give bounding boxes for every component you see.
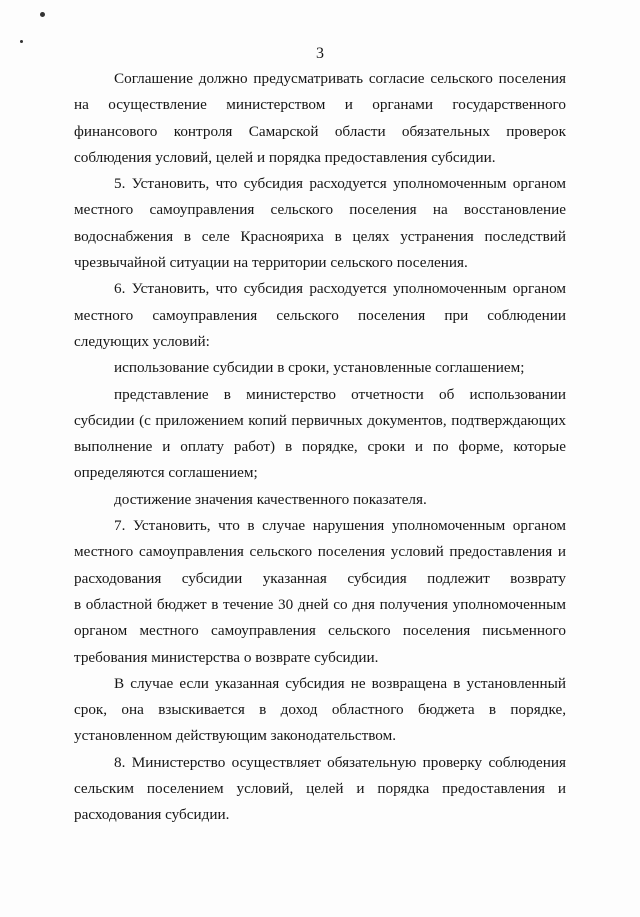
text-line: определяются соглашением; (74, 464, 258, 482)
text-line: установленном действующим законодательством. (74, 727, 397, 745)
page-number: 3 (316, 45, 324, 62)
text-line: 7. Установить, что в случае нарушения уполномоченным органом (114, 517, 566, 535)
text-line: выполнение и оплату работ) в порядке, сроки и по форме, которые (74, 438, 566, 456)
text-line: сельским поселением условий, целей и порядка предоставления и (74, 780, 566, 798)
text-line: на осуществление министерством и органами государственного (74, 96, 566, 114)
text-line: органом местного самоуправления сельского поселения письменного (74, 622, 566, 640)
paragraph-recovery (74, 671, 566, 750)
text-line: в областной бюджет в течение 30 дней со дня получения уполномоченным (74, 595, 566, 613)
text-line: финансового контроля Самарской области обязательных проверок (74, 122, 566, 140)
scan-artifacts (40, 0, 420, 8)
text-line: чрезвычайной ситуации на территории сельского поселения. (74, 254, 468, 272)
text-line: субсидии (с приложением копий первичных документов, подтверждающих (74, 411, 566, 429)
paragraph-item-8 (74, 750, 566, 829)
paragraph-item-7 (74, 513, 566, 671)
text-line: представление в министерство отчетности об использовании (114, 385, 566, 403)
text-line: местного самоуправления сельского поселения на восстановление (74, 201, 566, 219)
paragraph-item-5 (74, 171, 566, 276)
text-line: 5. Установить, что субсидия расходуется уполномоченным органом (114, 175, 566, 193)
text-line: местного самоуправления сельского поселения условий предоставления и (74, 543, 566, 561)
paragraph-agreement-consent (74, 66, 566, 171)
text-line: Соглашение должно предусматривать согласие сельского поселения (114, 70, 566, 87)
text-line: требования министерства о возврате субсидии. (74, 648, 379, 666)
text-line: расходования субсидии. (74, 806, 230, 824)
paragraph-condition-indicator (74, 487, 566, 513)
text-line: соблюдения условий, целей и порядка предоставления субсидии. (74, 148, 496, 166)
paragraph-item-6 (74, 276, 566, 355)
text-line: 8. Министерство осуществляет обязательную проверку соблюдения (114, 753, 566, 771)
text-line: расходования субсидии указанная субсидия подлежит возврату (74, 569, 566, 587)
text-line: следующих условий: (74, 332, 210, 350)
paragraph-condition-reporting (74, 382, 566, 487)
text-line: местного самоуправления сельского поселения при соблюдении (74, 306, 566, 324)
text-line: 6. Установить, что субсидия расходуется уполномоченным органом (114, 280, 566, 298)
paragraph-condition-deadlines (74, 355, 566, 381)
text-line: использование субсидии в сроки, установленные соглашением; (114, 359, 525, 377)
text-line: водоснабжения в селе Краснояриха в целях устранения последствий (74, 227, 566, 245)
text-line: срок, она взыскивается в доход областного бюджета в порядке, (74, 701, 566, 719)
text-line: достижение значения качественного показателя. (114, 490, 427, 508)
document-body (74, 66, 566, 829)
text-line: В случае если указанная субсидия не возвращена в установленный (114, 674, 566, 692)
